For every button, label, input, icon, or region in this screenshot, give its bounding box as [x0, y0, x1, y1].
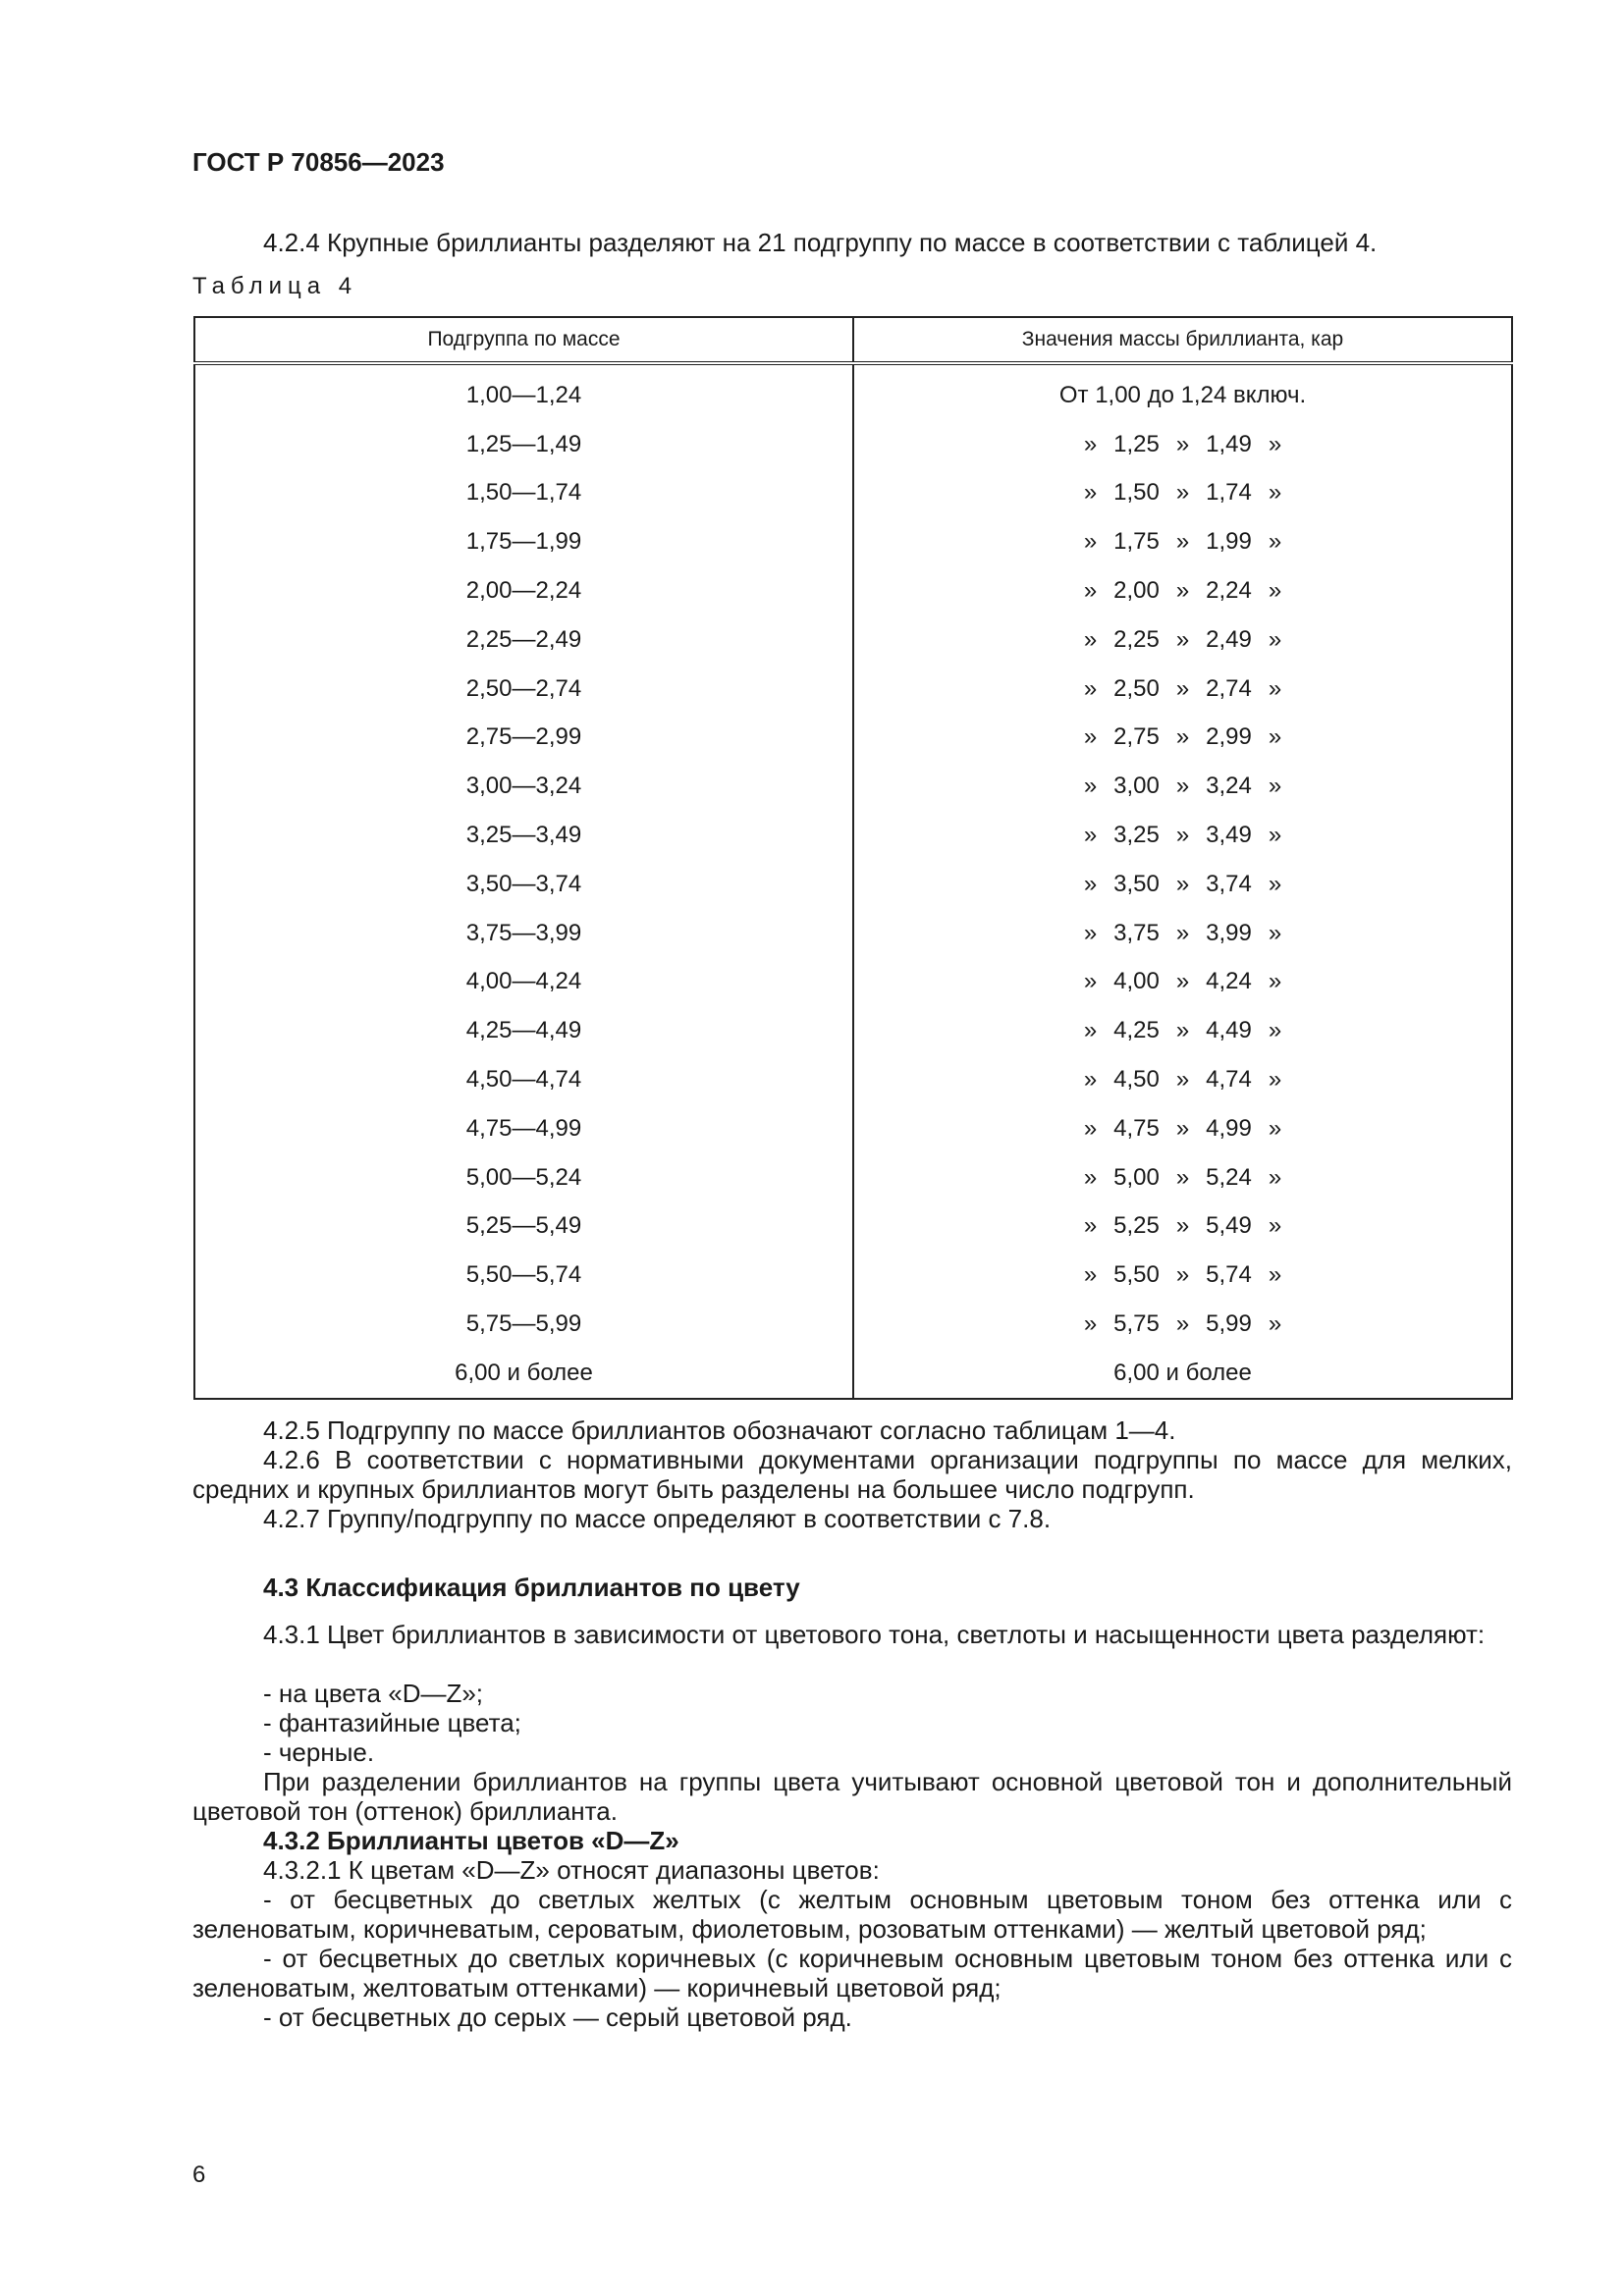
range-from: 3,75: [1113, 919, 1160, 946]
range-from: 5,00: [1113, 1163, 1160, 1191]
mass-range: [1076, 479, 1290, 507]
table-row: [194, 958, 1512, 1007]
mass-value-cell: [853, 566, 1512, 615]
subgroup-cell: 2,00—2,24: [194, 566, 853, 615]
mass-value-cell: [853, 615, 1512, 665]
range-to: 4,49: [1206, 1017, 1252, 1044]
paragraph-4-2-4: 4.2.4 Крупные бриллианты разделяют на 21 подгруппу по массе в соответствии с таблицей 4.: [263, 228, 1378, 257]
table-header-row: [194, 317, 1512, 363]
subgroup-cell: 4,25—4,49: [194, 1006, 853, 1055]
mass-value-cell: 6,00 и более: [1113, 1359, 1252, 1386]
range-from: 3,25: [1113, 822, 1160, 849]
ditto-mark: »: [1083, 870, 1098, 897]
range-from: 2,75: [1113, 723, 1160, 751]
subgroup-cell: 2,25—2,49: [194, 615, 853, 665]
table-row: [194, 517, 1512, 566]
table-row: [194, 1055, 1512, 1104]
paragraph-4-3-1: 4.3.1 Цвет бриллиантов в зависимости от цветового тона, светлоты и насыщенности цвета разделяют:: [263, 1620, 1486, 1649]
ditto-mark: »: [1175, 674, 1190, 702]
range-to: 1,74: [1206, 479, 1252, 507]
mass-range: [1076, 1212, 1290, 1240]
range-to: 5,24: [1206, 1163, 1252, 1191]
subgroup-cell: 1,75—1,99: [194, 517, 853, 566]
range-to: 4,74: [1206, 1066, 1252, 1094]
column-header-mass-values: Значения массы бриллианта, кар: [853, 317, 1512, 363]
ditto-mark: »: [1083, 1066, 1098, 1094]
range-from: 1,75: [1113, 528, 1160, 556]
subgroup-cell: 2,75—2,99: [194, 714, 853, 763]
column-header-subgroup: Подгруппа по массе: [194, 317, 853, 363]
range-from: 5,50: [1113, 1261, 1160, 1289]
ditto-mark: »: [1268, 1261, 1282, 1289]
mass-value-cell: [853, 1006, 1512, 1055]
subgroup-cell: 6,00 и более: [194, 1349, 853, 1399]
mass-value-cell: [853, 420, 1512, 469]
subgroup-cell: 1,50—1,74: [194, 469, 853, 518]
table-row: [194, 1251, 1512, 1300]
ditto-mark: »: [1175, 479, 1190, 507]
ditto-mark: »: [1268, 1017, 1282, 1044]
ditto-mark: »: [1175, 723, 1190, 751]
list-item-d-z: - на цвета «D—Z»;: [263, 1679, 484, 1708]
subgroup-cell: 3,25—3,49: [194, 811, 853, 860]
range-from: 4,75: [1113, 1114, 1160, 1142]
subgroup-cell: 3,50—3,74: [194, 860, 853, 909]
ditto-mark: »: [1175, 1212, 1190, 1240]
table-row: [194, 615, 1512, 665]
range-to: 3,74: [1206, 870, 1252, 897]
mass-value-cell: [853, 958, 1512, 1007]
ditto-mark: »: [1083, 822, 1098, 849]
section-heading-4-3: 4.3 Классификация бриллиантов по цвету: [263, 1573, 800, 1602]
subgroup-cell: 1,00—1,24: [194, 363, 853, 420]
ditto-mark: »: [1175, 528, 1190, 556]
ditto-mark: »: [1175, 822, 1190, 849]
range-from: 4,50: [1113, 1066, 1160, 1094]
ditto-mark: »: [1175, 968, 1190, 995]
subgroup-cell: 5,00—5,24: [194, 1153, 853, 1202]
ditto-mark: »: [1083, 479, 1098, 507]
mass-range: [1076, 968, 1290, 995]
mass-value-cell: [853, 1251, 1512, 1300]
sub-heading-4-3-2: 4.3.2 Бриллианты цветов «D—Z»: [263, 1826, 679, 1855]
page-number: 6: [192, 2162, 206, 2188]
mass-range: [1076, 871, 1290, 898]
table-row: [194, 469, 1512, 518]
ditto-mark: »: [1268, 1114, 1282, 1142]
table-row: [194, 909, 1512, 958]
subgroup-cell: 2,50—2,74: [194, 665, 853, 714]
range-from: 1,25: [1113, 430, 1160, 457]
mass-range: [1076, 920, 1290, 947]
mass-value-cell: [853, 1153, 1512, 1202]
ditto-mark: »: [1175, 625, 1190, 653]
range-to: 5,49: [1206, 1212, 1252, 1240]
table-caption: Таблица 4: [192, 273, 358, 299]
ditto-mark: »: [1175, 430, 1190, 457]
range-from: 4,25: [1113, 1017, 1160, 1044]
mass-value-cell: [853, 811, 1512, 860]
range-to: 3,99: [1206, 919, 1252, 946]
subgroup-cell: 3,00—3,24: [194, 762, 853, 811]
table-row: [194, 1104, 1512, 1153]
mass-value-cell: [853, 1104, 1512, 1153]
table-row: [194, 762, 1512, 811]
ditto-mark: »: [1268, 674, 1282, 702]
table-row: [194, 1300, 1512, 1349]
table-row: [194, 420, 1512, 469]
ditto-mark: »: [1268, 822, 1282, 849]
paragraph-4-2-7: 4.2.7 Группу/подгруппу по массе определяют в соответствии с 7.8.: [263, 1504, 1052, 1533]
subgroup-cell: 1,25—1,49: [194, 420, 853, 469]
range-to: 2,99: [1206, 723, 1252, 751]
list-item-fancy: - фантазийные цвета;: [263, 1708, 521, 1737]
range-from: 5,25: [1113, 1212, 1160, 1240]
mass-subgroups-table: [193, 316, 1513, 1400]
table-row: [194, 860, 1512, 909]
range-gray: - от бесцветных до серых — серый цветовой ряд.: [263, 2002, 852, 2032]
mass-range: [1076, 1310, 1290, 1338]
mass-value-cell: От 1,00 до 1,24 включ.: [1058, 381, 1307, 408]
ditto-mark: »: [1175, 1261, 1190, 1289]
ditto-mark: »: [1268, 723, 1282, 751]
range-from: 1,50: [1113, 479, 1160, 507]
mass-value-cell: [853, 762, 1512, 811]
table-row: [194, 665, 1512, 714]
mass-range: [1076, 723, 1290, 751]
ditto-mark: »: [1083, 577, 1098, 605]
subgroup-cell: 5,25—5,49: [194, 1202, 853, 1252]
range-from: 2,50: [1113, 674, 1160, 702]
mass-range: [1076, 1066, 1290, 1094]
paragraph-4-2-5: 4.2.5 Подгруппу по массе бриллиантов обозначают согласно таблицам 1—4.: [263, 1415, 1176, 1445]
ditto-mark: »: [1083, 1261, 1098, 1289]
ditto-mark: »: [1268, 1212, 1282, 1240]
paragraph-4-2-6: 4.2.6 В соответствии с нормативными документами организации подгруппы по массе для мелких, средних и крупных бриллиантов могут быть разделены на большее число подгрупп.: [192, 1445, 1512, 1504]
ditto-mark: »: [1268, 1163, 1282, 1191]
ditto-mark: »: [1083, 430, 1098, 457]
list-item-black: - черные.: [263, 1737, 375, 1767]
mass-range: [1076, 1261, 1290, 1289]
range-brown: - от бесцветных до светлых коричневых (с коричневым основным цветовым тоном без оттенка или с зеленоватым, желтоватым оттенками) — коричневый цветовой ряд;: [192, 1944, 1512, 2002]
paragraph-color-split: При разделении бриллиантов на группы цвета учитывают основной цветовой тон и дополнительный цветовой тон (оттенок) бриллианта.: [192, 1767, 1512, 1826]
ditto-mark: »: [1083, 674, 1098, 702]
ditto-mark: »: [1268, 968, 1282, 995]
ditto-mark: »: [1268, 919, 1282, 946]
subgroup-cell: 4,50—4,74: [194, 1055, 853, 1104]
range-from: 3,50: [1113, 870, 1160, 897]
ditto-mark: »: [1175, 1310, 1190, 1338]
mass-value-cell: [853, 517, 1512, 566]
range-yellow: - от бесцветных до светлых желтых (с желтым основным цветовым тоном без оттенка или с зеленоватым, коричневатым, сероватым, фиолетовым, розоватым оттенками) — желтый цветовой ряд;: [192, 1885, 1512, 1944]
ditto-mark: »: [1268, 528, 1282, 556]
table-row: [194, 714, 1512, 763]
mass-range: [1076, 577, 1290, 605]
range-to: 1,49: [1206, 430, 1252, 457]
mass-value-cell: [853, 909, 1512, 958]
table-row: [194, 363, 1512, 420]
range-from: 2,25: [1113, 625, 1160, 653]
range-to: 5,99: [1206, 1310, 1252, 1338]
ditto-mark: »: [1175, 773, 1190, 800]
range-to: 4,24: [1206, 968, 1252, 995]
range-to: 2,74: [1206, 674, 1252, 702]
mass-value-cell: [853, 1055, 1512, 1104]
mass-range: [1076, 822, 1290, 849]
mass-value-cell: [853, 714, 1512, 763]
ditto-mark: »: [1175, 1163, 1190, 1191]
ditto-mark: »: [1083, 528, 1098, 556]
ditto-mark: »: [1083, 919, 1098, 946]
range-from: 2,00: [1113, 577, 1160, 605]
mass-range: [1076, 528, 1290, 556]
ditto-mark: »: [1175, 577, 1190, 605]
table-row: [194, 811, 1512, 860]
mass-range: [1076, 431, 1290, 458]
mass-value-cell: [853, 665, 1512, 714]
mass-range: [1076, 1115, 1290, 1143]
range-to: 2,24: [1206, 577, 1252, 605]
range-to: 3,24: [1206, 773, 1252, 800]
mass-value-cell: [853, 1202, 1512, 1252]
ditto-mark: »: [1083, 773, 1098, 800]
table-row: [194, 1202, 1512, 1252]
mass-range: [1076, 675, 1290, 703]
ditto-mark: »: [1083, 625, 1098, 653]
mass-value-cell: [853, 860, 1512, 909]
ditto-mark: »: [1083, 1163, 1098, 1191]
ditto-mark: »: [1175, 1017, 1190, 1044]
ditto-mark: »: [1083, 723, 1098, 751]
ditto-mark: »: [1175, 1114, 1190, 1142]
mass-range: [1076, 1164, 1290, 1192]
subgroup-cell: 5,75—5,99: [194, 1300, 853, 1349]
range-from: 5,75: [1113, 1310, 1160, 1338]
ditto-mark: »: [1268, 1066, 1282, 1094]
range-to: 2,49: [1206, 625, 1252, 653]
ditto-mark: »: [1083, 1017, 1098, 1044]
range-to: 5,74: [1206, 1261, 1252, 1289]
ditto-mark: »: [1268, 1310, 1282, 1338]
ditto-mark: »: [1175, 919, 1190, 946]
subgroup-cell: 5,50—5,74: [194, 1251, 853, 1300]
range-to: 3,49: [1206, 822, 1252, 849]
table-row: [194, 566, 1512, 615]
ditto-mark: »: [1268, 870, 1282, 897]
ditto-mark: »: [1268, 625, 1282, 653]
mass-range: [1076, 1017, 1290, 1044]
range-from: 3,00: [1113, 773, 1160, 800]
paragraph-4-3-2-1: 4.3.2.1 К цветам «D—Z» относят диапазоны цветов:: [263, 1855, 880, 1885]
table-row: [194, 1006, 1512, 1055]
mass-range: [1076, 626, 1290, 654]
subgroup-cell: 4,75—4,99: [194, 1104, 853, 1153]
ditto-mark: »: [1268, 577, 1282, 605]
table-row: [194, 1349, 1512, 1399]
ditto-mark: »: [1175, 870, 1190, 897]
mass-value-cell: [853, 1300, 1512, 1349]
ditto-mark: »: [1083, 1310, 1098, 1338]
ditto-mark: »: [1268, 773, 1282, 800]
ditto-mark: »: [1083, 968, 1098, 995]
subgroup-cell: 3,75—3,99: [194, 909, 853, 958]
subgroup-cell: 4,00—4,24: [194, 958, 853, 1007]
range-to: 1,99: [1206, 528, 1252, 556]
document-code: ГОСТ Р 70856—2023: [192, 147, 445, 177]
range-to: 4,99: [1206, 1114, 1252, 1142]
ditto-mark: »: [1083, 1212, 1098, 1240]
range-from: 4,00: [1113, 968, 1160, 995]
table-row: [194, 1153, 1512, 1202]
ditto-mark: »: [1268, 430, 1282, 457]
ditto-mark: »: [1083, 1114, 1098, 1142]
mass-value-cell: [853, 469, 1512, 518]
ditto-mark: »: [1268, 479, 1282, 507]
ditto-mark: »: [1175, 1066, 1190, 1094]
mass-range: [1076, 773, 1290, 800]
